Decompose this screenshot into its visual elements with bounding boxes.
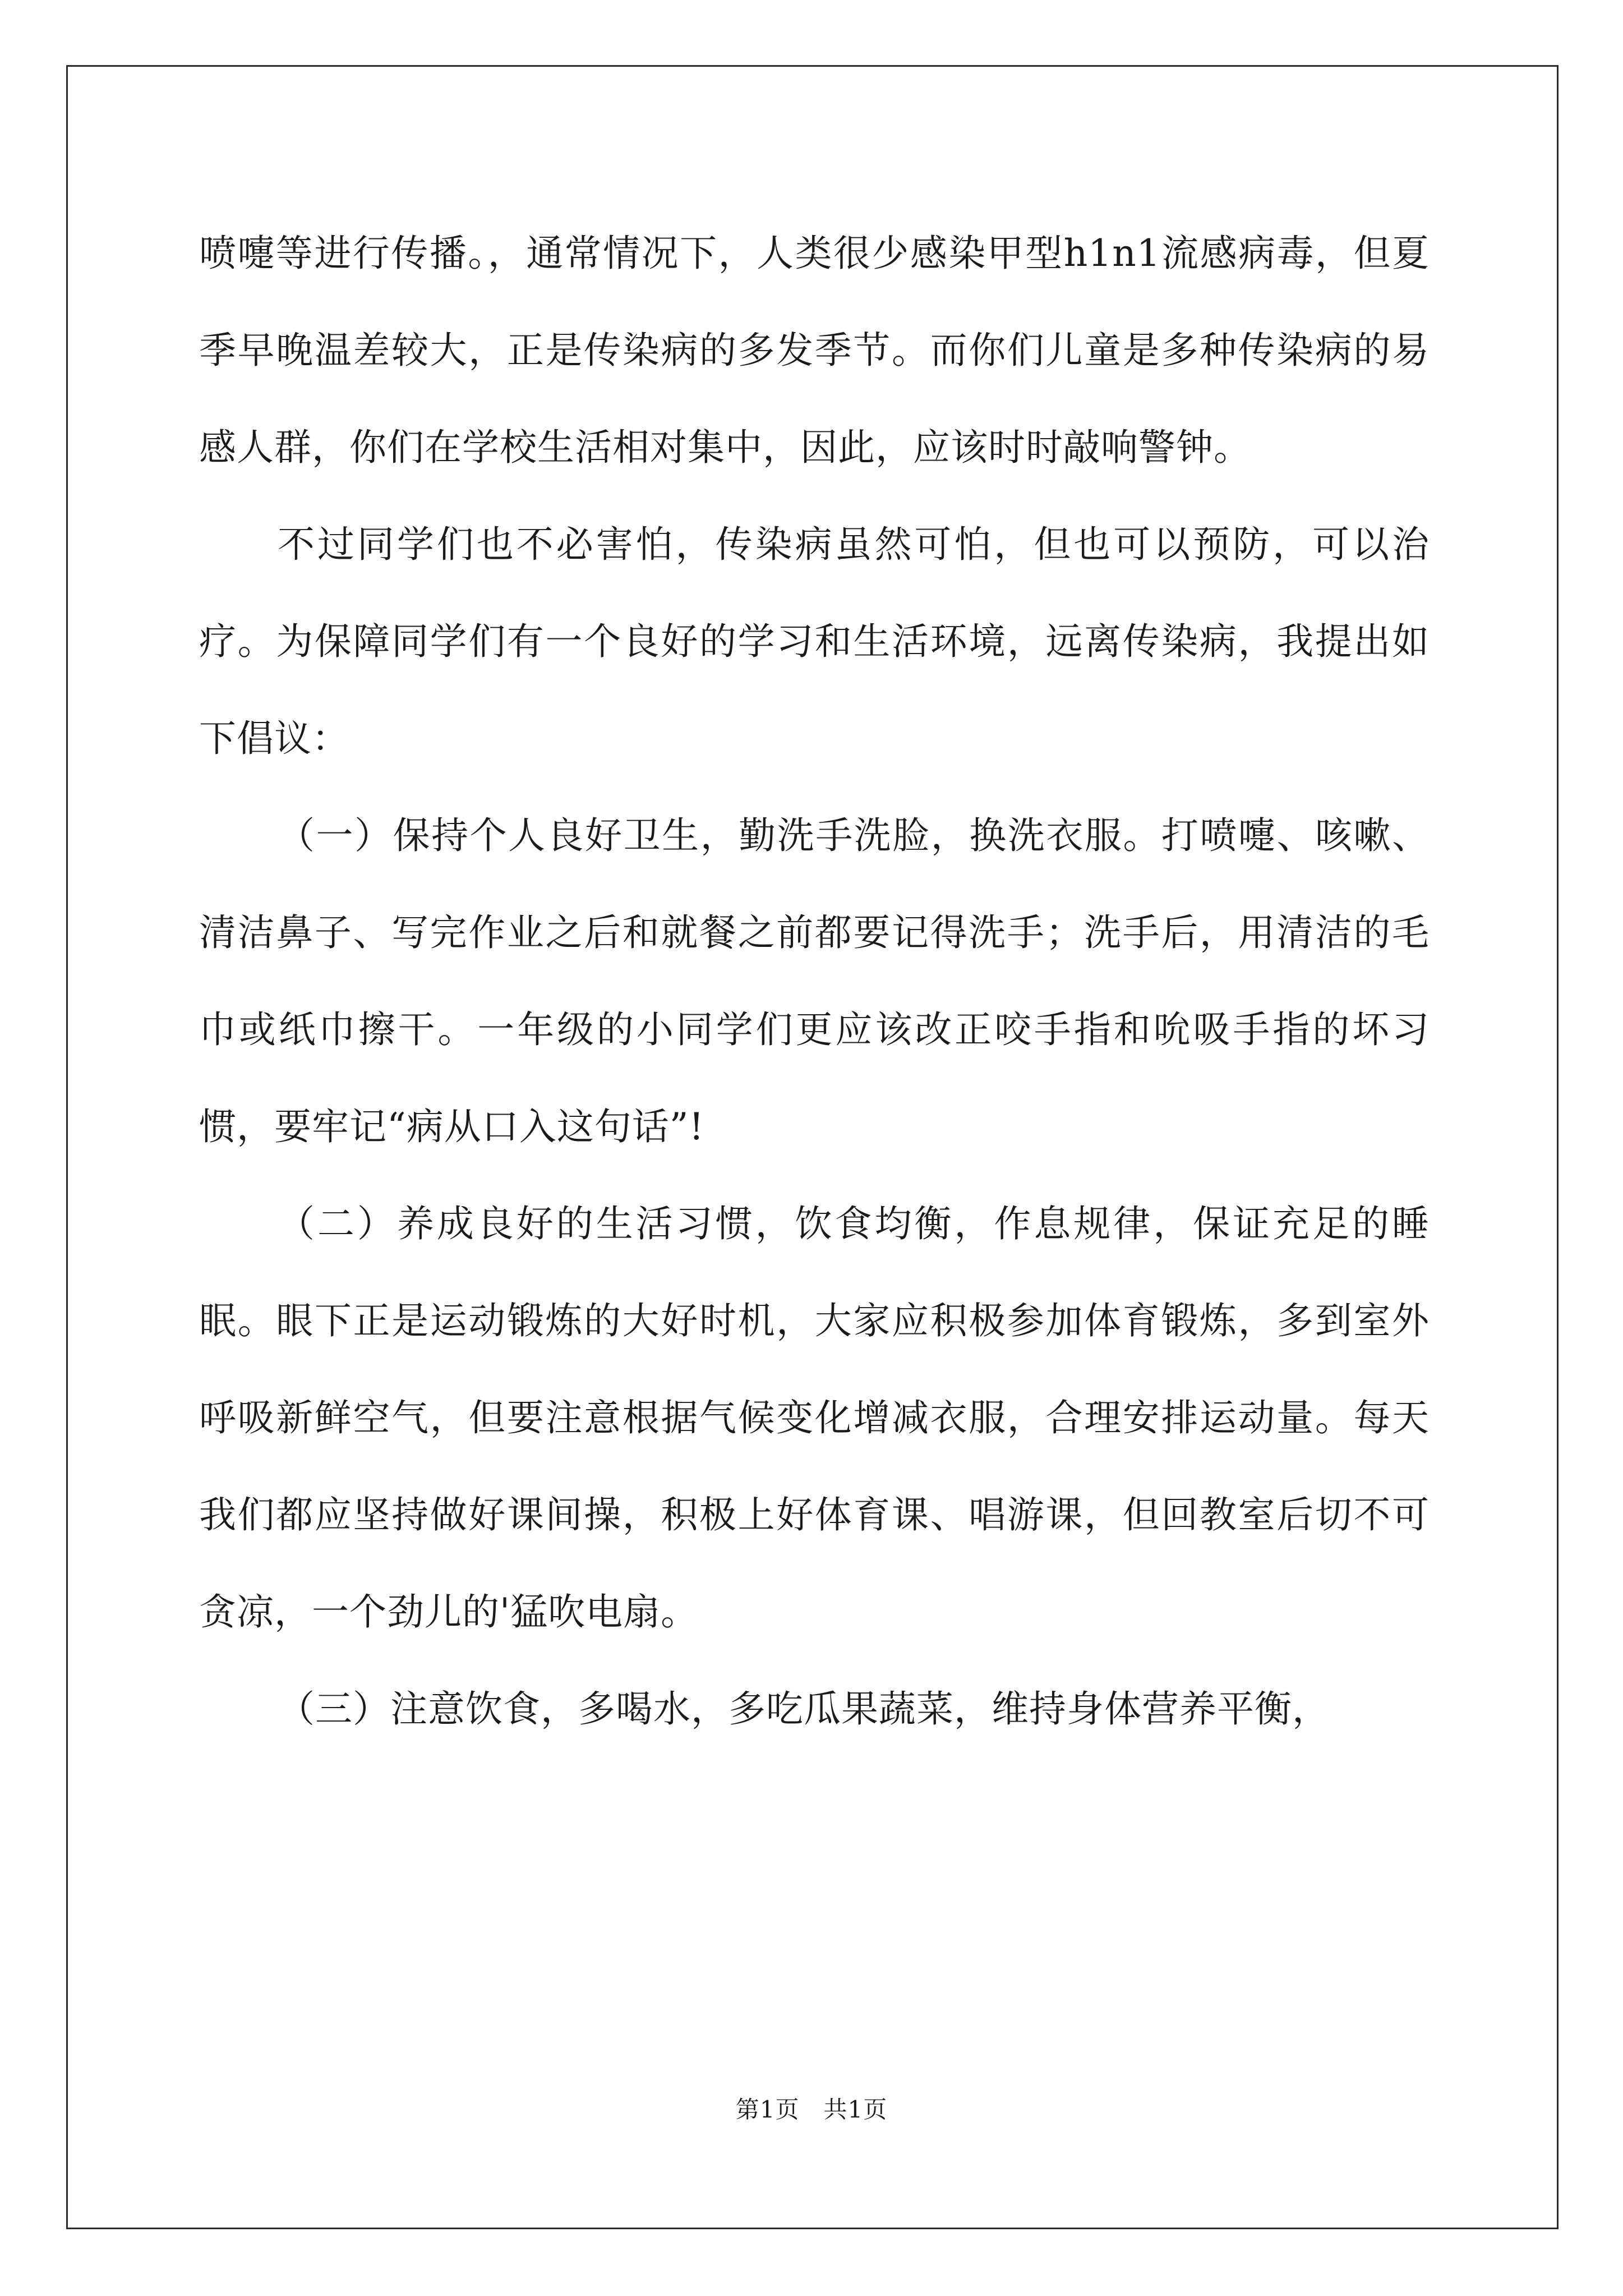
paragraph-3: （一）保持个人良好卫生，勤洗手洗脸，换洗衣服。打喷嚏、咳嗽、清洁鼻子、写完作业之后和就餐之前都要记得洗手；洗手后，用清洁的毛巾或纸巾擦干。一年级的小同学们更应该改正咬手指和吮吸手指的坏习惯，要牢记“病从口入这句话”!	[199, 814, 1430, 1148]
paragraph-2: 不过同学们也不必害怕，传染病虽然可怕，但也可以预防，可以治疗。为保障同学们有一个良好的学习和生活环境，远离传染病，我提出如下倡议：	[199, 523, 1430, 760]
paragraph-4: （二）养成良好的生活习惯，饮食均衡，作息规律，保证充足的睡眠。眼下正是运动锻炼的大好时机，大家应积极参加体育锻炼，多到室外呼吸新鲜空气，但要注意根据气候变化增减衣服，合理安排运动量。每天我们都应坚持做好课间操，积极上好体育课、唱游课，但回教室后切不可贪凉，一个劲儿的'猛吹电扇。	[199, 1202, 1430, 1634]
paragraph-5: （三）注意饮食，多喝水，多吃瓜果蔬菜，维持身体营养平衡，	[278, 1687, 1330, 1731]
page-footer: 第1页 共1页	[735, 2096, 888, 2123]
document-body	[199, 205, 1430, 1757]
paragraph-1: 喷嚏等进行传播。，通常情况下，人类很少感染甲型h1n1流感病毒，但夏季早晚温差较大，正是传染病的多发季节。而你们儿童是多种传染病的易感人群，你们在学校生活相对集中，因此，应该时时敲响警钟。	[199, 232, 1430, 469]
